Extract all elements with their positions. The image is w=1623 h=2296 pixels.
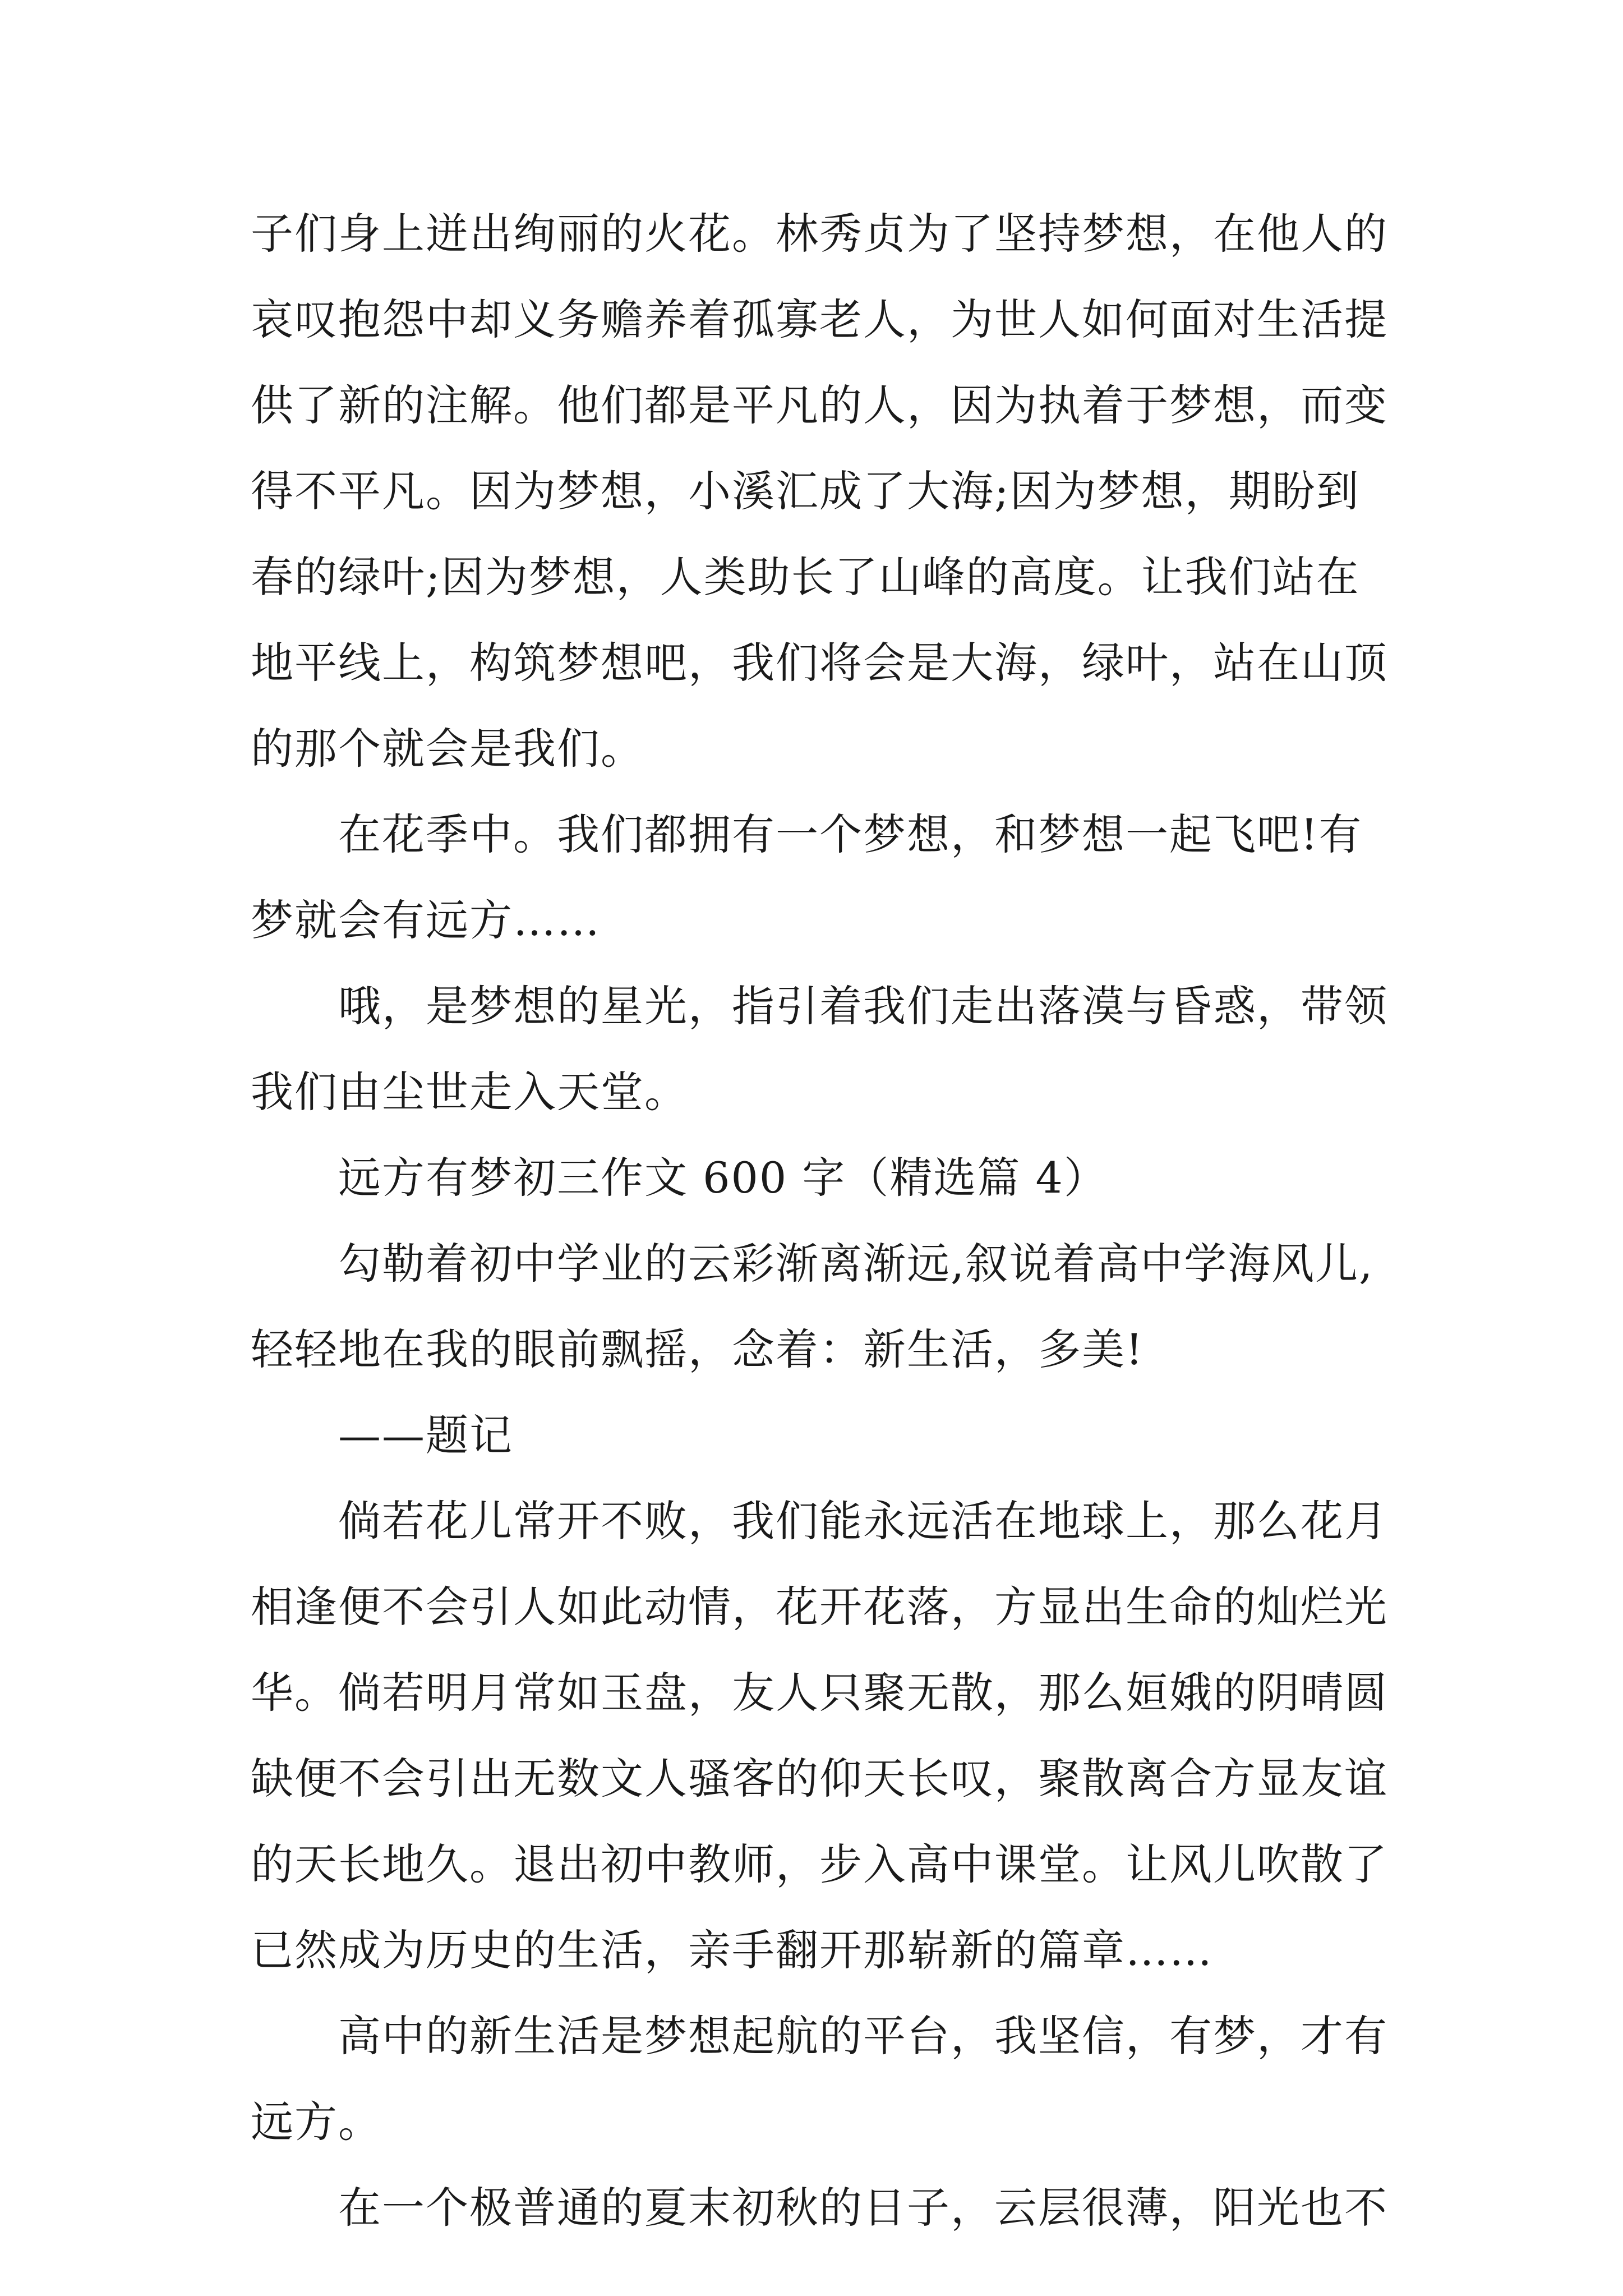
- text-line: 轻轻地在我的眼前飘摇，念着：新生活，多美!: [251, 1324, 1144, 1374]
- text-line: 相逢便不会引人如此动情，花开花落，方显出生命的灿烂光: [251, 1582, 1388, 1632]
- text-line: 的那个就会是我们。: [251, 724, 644, 774]
- text-line: 缺便不会引出无数文人骚客的仰天长叹，聚散离合方显友谊: [251, 1754, 1388, 1803]
- text-line: 在花季中。我们都拥有一个梦想，和梦想一起飞吧!有: [338, 809, 1363, 859]
- text-line: 勾勒着初中学业的云彩渐离渐远,叙说着高中学海风儿,: [338, 1239, 1374, 1289]
- text-line: 供了新的注解。他们都是平凡的人，因为执着于梦想，而变: [251, 380, 1388, 430]
- text-line: 华。倘若明月常如玉盘，友人只聚无散，那么姮娥的阴晴圆: [251, 1668, 1388, 1718]
- text-line: 的天长地久。退出初中教师，步入高中课堂。让风儿吹散了: [251, 1839, 1388, 1889]
- text-line: 倘若花儿常开不败，我们能永远活在地球上，那么花月: [338, 1496, 1388, 1546]
- section-heading: 远方有梦初三作文 600 字（精选篇 4）: [338, 1153, 1108, 1203]
- document-body: [251, 191, 1388, 2251]
- text-line: 梦就会有远方……: [251, 895, 601, 945]
- text-line: 春的绿叶;因为梦想，人类助长了山峰的高度。让我们站在: [251, 552, 1360, 602]
- text-line: 得不平凡。因为梦想，小溪汇成了大海;因为梦想，期盼到: [251, 466, 1360, 516]
- text-line: 哦，是梦想的星光，指引着我们走出落漠与昏惑，带领: [338, 981, 1388, 1031]
- text-line: 已然成为历史的生活，亲手翻开那崭新的篇章……: [251, 1925, 1213, 1975]
- text-line: 哀叹抱怨中却义务赡养着孤寡老人，为世人如何面对生活提: [251, 295, 1388, 344]
- text-line: 在一个极普通的夏末初秋的日子，云层很薄，阳光也不: [338, 2183, 1388, 2233]
- text-line: 子们身上迸出绚丽的火花。林秀贞为了坚持梦想，在他人的: [251, 209, 1388, 259]
- text-line: 高中的新生活是梦想起航的平台，我坚信，有梦，才有: [338, 2011, 1388, 2061]
- text-line: 地平线上，构筑梦想吧，我们将会是大海，绿叶，站在山顶: [251, 638, 1388, 688]
- text-line: 我们由尘世走入天堂。: [251, 1067, 688, 1117]
- text-line: 远方。: [251, 2097, 382, 2147]
- epigraph-note: ——题记: [338, 1410, 513, 1460]
